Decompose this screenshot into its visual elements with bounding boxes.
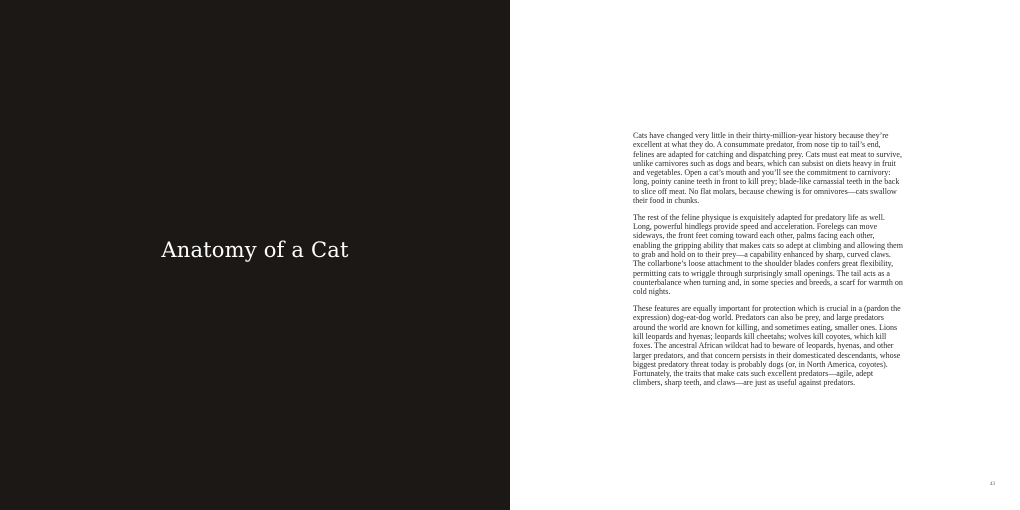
paragraph-2: The rest of the feline physique is exquisitely adapted for predatory life as well. Long, powerful hindlegs provide speed and acceleration. Forelegs can move sideways, the front feet coming toward each other, palms facing each other, enabling the gripping ability that makes cats so adept at climbing and allowing them to grab and hold on to their prey—a capability enhanced by sharp, curved claws. The collarbone’s loose attachment to the shoulder blades confers great flexibility, permitting cats to wriggle through surprisingly small openings. The tail acts as a counterbalance when turning and, in some species and breeds, a scarf for warmth on cold nights.	[633, 212, 903, 297]
paragraph-1: Cats have changed very little in their thirty-million-year history because they’re excellent at what they do. A consummate predator, from nose tip to tail’s end, felines are adapted for catching and dispatching prey. Cats must eat meat to survive, unlike carnivores such as dogs and bears, which can subsist on diets heavy in fruit and vegetables. Open a cat’s mouth and you’ll see the commitment to carnivory: long, pointy canine teeth in front to kill prey; blade-like carnassial teeth in the back to slice off meat. No flat molars, because chewing is for omnivores—cats swallow their food in chunks.	[633, 131, 902, 206]
page-number: 43	[990, 482, 995, 487]
right-page	[510, 0, 1020, 510]
paragraph-3: These features are equally important for protection which is crucial in a (pardon the expression) dog-eat-dog world. Predators can also be prey, and large predators around the world are known for killing, and sometimes eating, smaller ones. Lions kill leopards and hyenas; leopards kill cheetahs; wolves kill coyotes, which kill foxes. The ancestral African wildcat had to beware of leopards, hyenas, and other larger predators, and that concern persists in their domesticated descendants, whose biggest predatory threat today is probably dogs (or, in North America, coyotes). Fortunately, the traits that make cats such excellent predators—agile, adept climbers, sharp teeth, and claws—are just as useful against predators.	[633, 304, 901, 388]
body-text	[633, 131, 903, 395]
chapter-title: Anatomy of a Cat	[161, 238, 349, 262]
